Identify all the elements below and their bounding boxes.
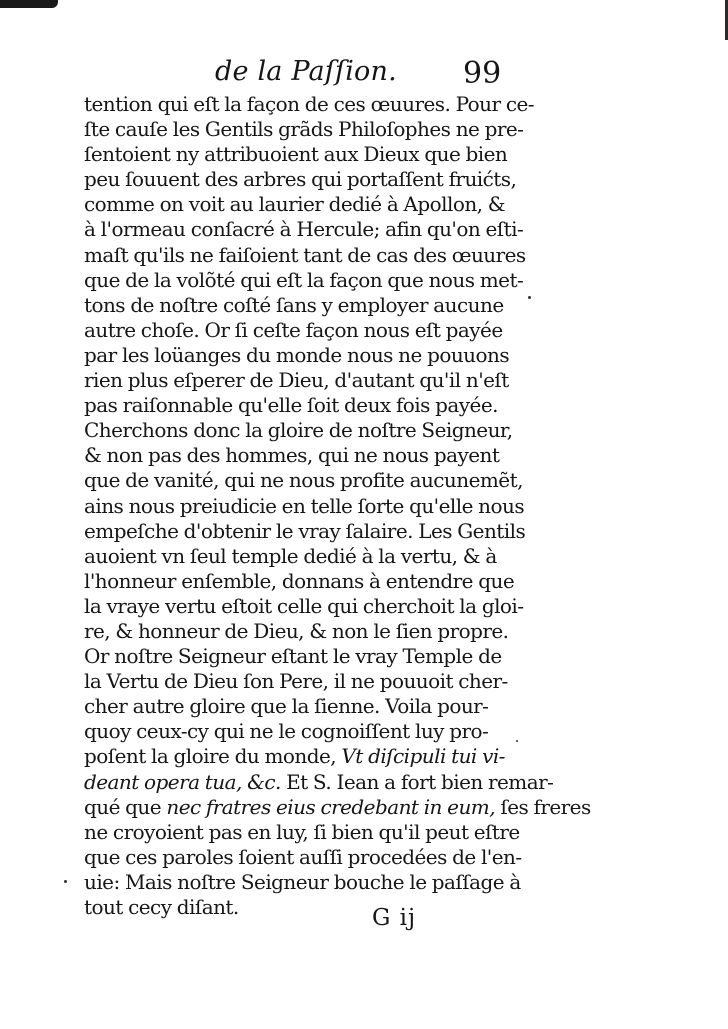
latin-quote: deant opera tua, &c. bbox=[84, 769, 281, 794]
running-title: de la Paſſion. bbox=[215, 56, 397, 87]
text-line: que ces paroles ſoient auſſi procedées de l'en- bbox=[84, 844, 522, 869]
text-line: tout cecy diſant. bbox=[84, 895, 239, 919]
text-line: quoy ceux-cy qui ne le cognoiſſent luy pro- bbox=[84, 719, 489, 744]
text-line: cher autre gloire que la ſienne. Voila pour- bbox=[84, 694, 489, 719]
text-line: Or noſtre Seigneur eſtant le vray Temple de bbox=[84, 644, 502, 669]
text-line: deant opera tua, &c. Et S. Iean a fort bien remar- bbox=[84, 769, 554, 794]
text-line: tention qui eſt la façon de ces œuures. Pour ce- bbox=[84, 92, 534, 116]
text-line: l'honneur enſemble, donnans à entendre que bbox=[84, 568, 515, 593]
text-line: autre choſe. Or ſi ceſte façon nous eſt payée bbox=[84, 317, 503, 342]
text-line: rien plus eſperer de Dieu, d'autant qu'il n'eſt bbox=[84, 368, 509, 393]
text-line: la vraye vertu eſtoit celle qui cherchoit la gloi- bbox=[84, 593, 524, 618]
text-line: qué que nec fratres eius credebant in eum, ſes freres bbox=[84, 794, 591, 819]
text-line: auoient vn ſeul temple dedié à la vertu, & à bbox=[84, 543, 497, 568]
text-line: Cherchons donc la gloire de noſtre Seigneur, bbox=[84, 418, 513, 443]
text-line: empeſche d'obtenir le vray ſalaire. Les Gentils bbox=[84, 518, 526, 543]
ink-speck bbox=[528, 296, 531, 299]
text-line: uie: Mais noſtre Seigneur bouche le paſſage à bbox=[84, 869, 521, 894]
page-edge-mark bbox=[0, 0, 58, 8]
page-header bbox=[215, 52, 545, 92]
text-line: re, & honneur de Dieu, & non le ſien propre. bbox=[84, 618, 509, 643]
latin-quote: nec fratres eius credebant in eum, bbox=[166, 794, 496, 819]
text-line: ſentoient ny attribuoient aux Dieux que bien bbox=[84, 142, 508, 167]
text-line: & non pas des hommes, qui ne nous payent bbox=[84, 443, 500, 468]
latin-quote: Vt diſcipuli tui vi- bbox=[341, 744, 505, 769]
ink-speck bbox=[516, 740, 518, 742]
text-line: par les loüanges du monde nous ne pouuons bbox=[84, 342, 510, 367]
text-line: comme on voit au laurier dedié à Apollon, & bbox=[84, 192, 506, 217]
ink-speck bbox=[64, 880, 67, 883]
text-line: maſt qu'ils ne faiſoient tant de cas des œuures bbox=[84, 242, 526, 267]
text-line: que de la volõté qui eſt la façon que nous met- bbox=[84, 267, 524, 292]
text-line: ſte cauſe les Gentils grãds Philoſophes ne pre- bbox=[84, 117, 524, 142]
text-line: la Vertu de Dieu ſon Pere, il ne pouuoit cher- bbox=[84, 669, 508, 694]
text-line: ains nous preiudicie en telle ſorte qu'elle nous bbox=[84, 493, 525, 518]
text-line: à l'ormeau conſacré à Hercule; afin qu'on eſti- bbox=[84, 217, 524, 242]
text-line: peu ſouuent des arbres qui portaſſent fruićts, bbox=[84, 167, 517, 192]
text-line: pas raiſonnable qu'elle ſoit deux fois payée. bbox=[84, 393, 498, 418]
body-text bbox=[84, 92, 591, 920]
text-line: ne croyoient pas en luy, ſi bien qu'il peut eſtre bbox=[84, 819, 520, 844]
text-line: que de vanité, qui ne nous profite aucunemẽt, bbox=[84, 468, 523, 493]
signature-mark: G ij bbox=[372, 905, 417, 931]
text-line: tons de noſtre coſté ſans y employer aucune bbox=[84, 292, 504, 317]
text-line: poſent la gloire du monde, Vt diſcipuli tui vi- bbox=[84, 744, 505, 769]
page-number: 99 bbox=[463, 56, 502, 91]
